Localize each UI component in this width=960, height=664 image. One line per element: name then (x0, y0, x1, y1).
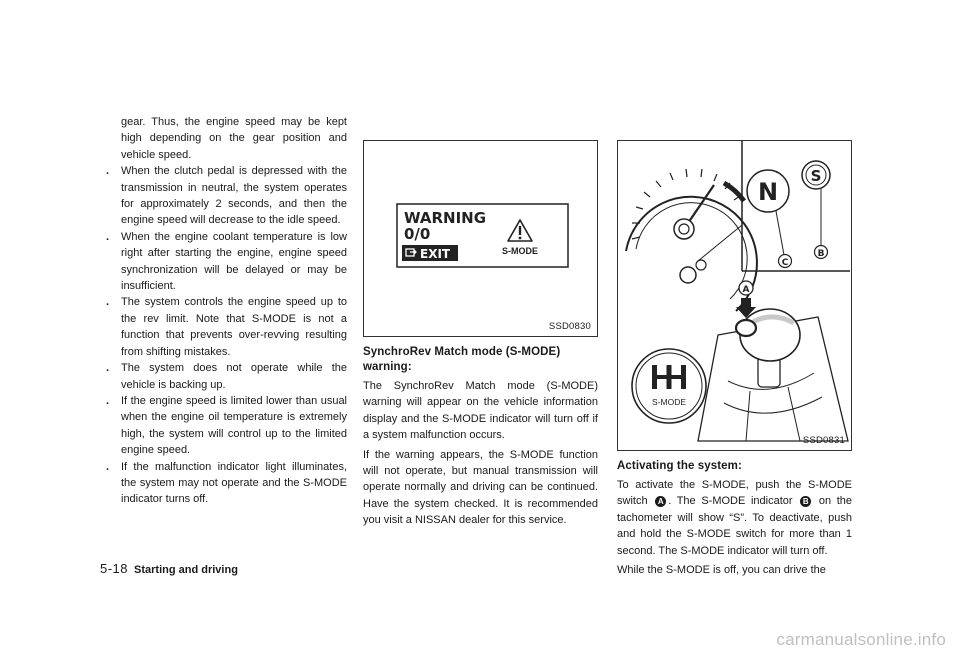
display-line-2: 0/0 (404, 225, 431, 243)
list-item (105, 163, 347, 229)
s-mode-switch-button (736, 320, 756, 336)
bullet-text: The system controls the engine speed up to the rev limit. Note that S-MODE is not a function that prevents over-revving resulting from shifting mistakes. (121, 296, 347, 358)
gear-s-label: S (810, 167, 822, 185)
paragraph: While the S-MODE is off, you can drive the (617, 564, 826, 577)
section-name: Starting and driving (134, 564, 238, 576)
list-item (105, 294, 347, 360)
bullet-icon: . (106, 394, 110, 407)
bullet-icon: . (106, 362, 110, 375)
bullet-text: If the malfunction indicator light illuminates, the system may not operate and the S-MODE indicator turns off. (121, 460, 347, 506)
bullet-icon: . (106, 296, 110, 309)
bullet-text: If the engine speed is limited lower than usual when the engine oil temperature is extremely high, the system will control up to the limited engine speed. (121, 394, 347, 457)
figure-code: SSD0830 (548, 321, 591, 332)
callout-b-label: B (817, 249, 825, 259)
column-2 (363, 345, 598, 529)
tachometer-icon (626, 169, 757, 311)
paragraph-part: on the tachometer will show “S”. To deactivate, push and hold the S-MODE switch for more than 1 second. The S-MODE indicator will turn off. (617, 495, 853, 557)
marker-b-icon: B (800, 496, 811, 507)
gear-n-label: N (757, 178, 779, 206)
bullet-list (105, 163, 347, 508)
exit-label: EXIT (420, 247, 451, 261)
bullet-text: The system does not operate while the vehicle is backing up. (121, 362, 347, 391)
indicator-inset (742, 141, 850, 271)
figure-s-mode-switch (617, 140, 852, 451)
paragraph-part: . The S-MODE indicator (668, 495, 793, 508)
paragraph: If the warning appears, the S-MODE function will not operate, but manual transmission will operate normally and driving can be continued. Have the system checked. It is recommended you visit a NISSAN dealer for this service. (363, 448, 598, 527)
s-mode-illustration (618, 141, 850, 449)
paragraph (617, 477, 852, 559)
paragraph-part: To activate the S-MODE, push the S-MODE switch (617, 479, 852, 508)
page-footer (100, 561, 238, 576)
s-mode-switch-inset (632, 349, 706, 423)
s-mode-label: S-MODE (502, 246, 538, 256)
figure-code: SSD0831 (802, 435, 845, 446)
bullet-icon: . (106, 165, 110, 178)
warning-display-illustration (364, 141, 596, 335)
figure-warning-display (363, 140, 598, 337)
paragraph: The SynchroRev Match mode (S-MODE) warning will appear on the vehicle information display and the S-MODE indicator will turn off if a system malfunction occurs. (363, 380, 598, 442)
watermark: carmanualsonline.info (776, 630, 946, 649)
list-item (105, 229, 347, 295)
column-1 (105, 114, 347, 508)
list-item (105, 393, 347, 459)
bullet-text: When the engine coolant temperature is low right after starting the engine, engine speed synchronization will be delayed or may be insufficient. (121, 230, 347, 293)
section-heading: Activating the system: (617, 460, 742, 472)
bullet-icon: . (106, 460, 110, 473)
section-heading: SynchroRev Match mode (S-MODE) warning: (363, 346, 561, 373)
exit-badge (402, 245, 458, 261)
list-item (105, 459, 347, 508)
list-item (105, 360, 347, 393)
bullet-icon: . (106, 230, 110, 243)
marker-a-icon: A (655, 496, 666, 507)
callout-c-label: C (781, 258, 789, 268)
callout-a-label: A (742, 285, 750, 295)
bullet-text: When the clutch pedal is depressed with the transmission in neutral, the system operates for approximately 2 seconds, and then the engine speed will decrease to the idle speed. (121, 165, 347, 227)
shift-lever-icon (698, 309, 848, 441)
page-number: 5-18 (100, 561, 129, 576)
lead-text: gear. Thus, the engine speed may be kept high depending on the gear position and vehicle speed. (121, 116, 347, 161)
display-line-1: WARNING (404, 209, 487, 227)
column-3 (617, 459, 852, 578)
switch-label: S-MODE (652, 397, 686, 407)
